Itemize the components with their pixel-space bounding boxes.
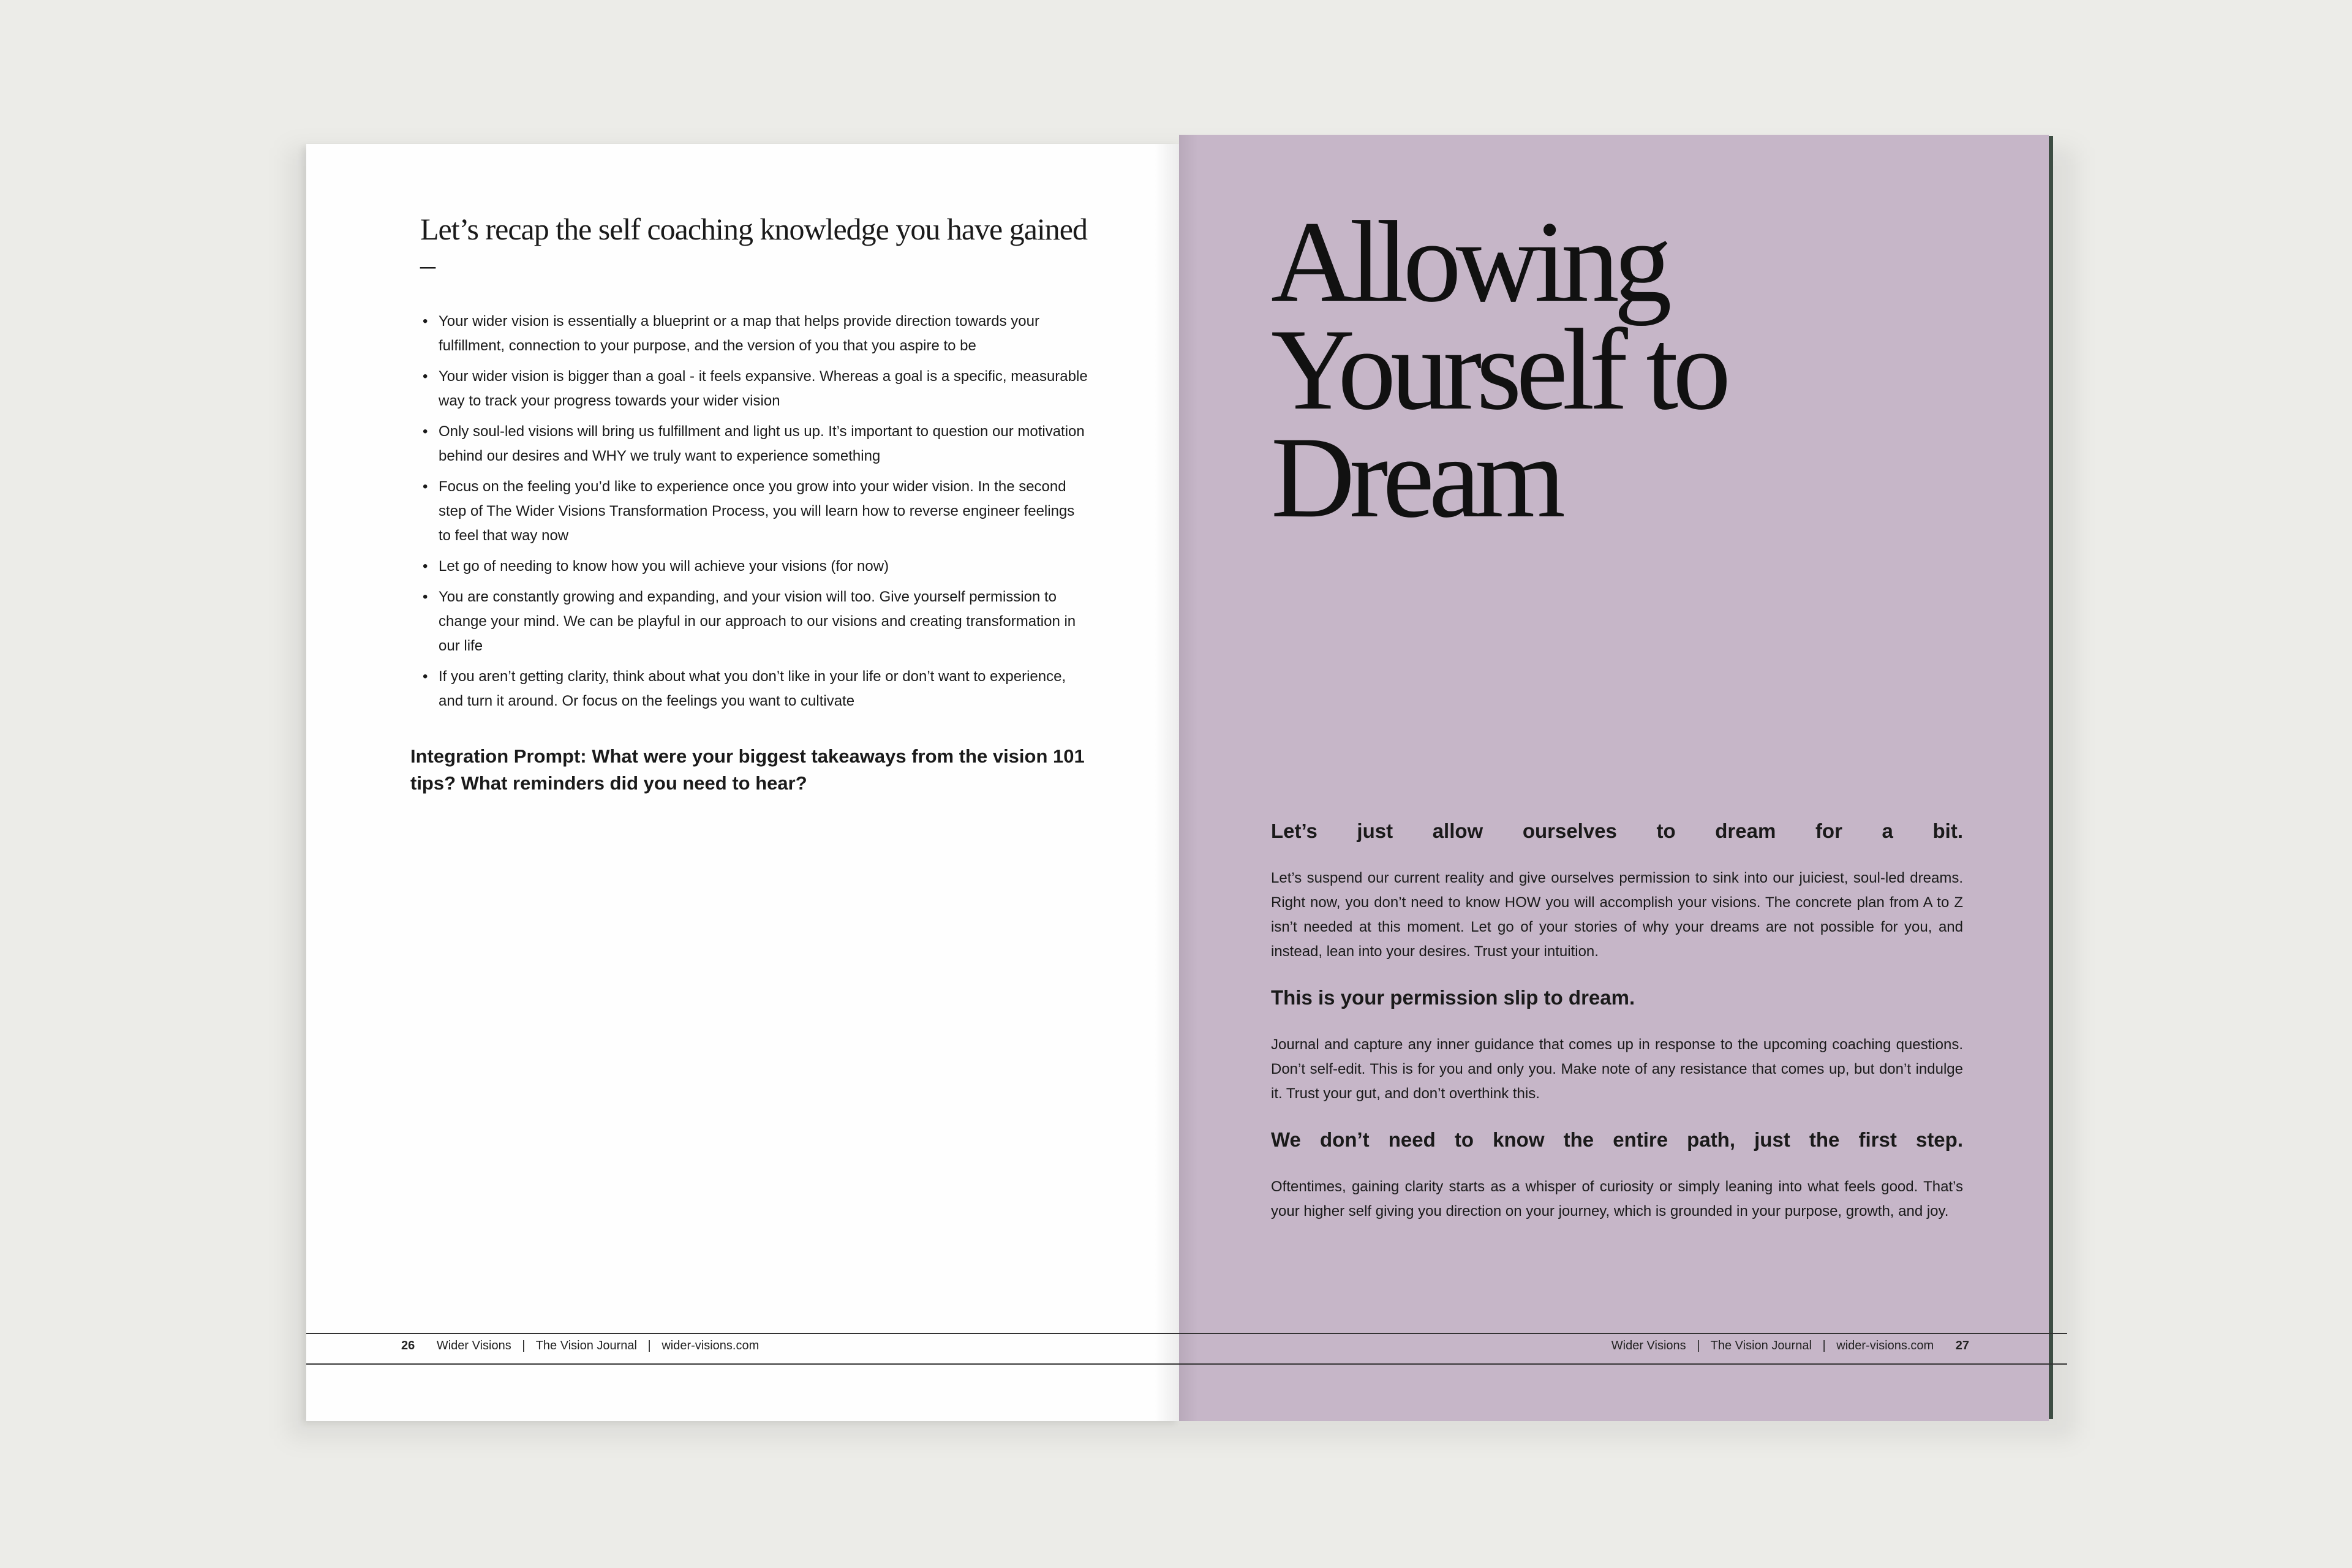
page-number: 27: [1955, 1339, 1969, 1352]
left-page-footer: [401, 1339, 759, 1353]
chapter-title: [1271, 198, 1963, 542]
subheading: This is your permission slip to dream.: [1271, 986, 1635, 1009]
page-edge: [2049, 136, 2053, 1419]
bullet-item: • You are constantly growing and expanding, and your vision will too. Give yourself permission to change your mind. We can be playful in our approach to our visions and creating transformation in our life: [423, 585, 1090, 658]
body-paragraph: Journal and capture any inner guidance that comes up in response to the upcoming coaching questions. Don’t self-edit. This is for you and only you. Make note of any resistance that comes up, but don’t indulge it. Trust your gut, and don’t overthink this.: [1271, 1036, 1963, 1102]
bullet-item: • If you aren’t getting clarity, think about what you don’t like in your life or don’t want to experience, and turn it around. Or focus on the feelings you want to cultivate: [423, 665, 1090, 714]
page-number: 26: [401, 1339, 415, 1352]
bullet-item: • Your wider vision is essentially a blueprint or a map that helps provide direction towards your fulfillment, connection to your purpose, and the version of you that you aspire to be: [423, 309, 1090, 358]
footer-separator: |: [647, 1339, 651, 1352]
footer-separator: |: [1697, 1339, 1700, 1352]
right-page-footer: [1611, 1339, 1969, 1353]
footer-separator: |: [1822, 1339, 1826, 1352]
right-page-content: [1271, 198, 1963, 1224]
bullet-item: • Your wider vision is bigger than a goal - it feels expansive. Whereas a goal is a specific, measurable way to track your progress towards your wider vision: [423, 364, 1090, 413]
footer-site: wider-visions.com: [662, 1339, 760, 1352]
bullet-item: • Let go of needing to know how you will achieve your visions (for now): [423, 554, 1090, 579]
left-page-content: [410, 211, 1090, 797]
footer-brand: Wider Visions: [436, 1339, 511, 1352]
bullet-item: • Only soul-led visions will bring us fulfillment and light us up. It’s important to question our motivation behind our desires and WHY we truly want to experience something: [423, 420, 1090, 469]
footer-journal: The Vision Journal: [535, 1339, 637, 1352]
integration-prompt: Integration Prompt: What were your biggest takeaways from the vision 101 tips? What reminders did you need to hear?: [410, 745, 1085, 794]
footer-rule-bottom: [306, 1363, 2067, 1365]
bullet-item: • Focus on the feeling you’d like to experience once you grow into your wider vision. In the second step of The Wider Visions Transformation Process, you will learn how to reverse engineer feelings to feel that way now: [423, 475, 1090, 548]
chapter-title-line: Yourself to: [1271, 306, 1726, 434]
chapter-title-line: Allowing: [1271, 198, 1667, 326]
recap-bullet-list: [410, 309, 1090, 714]
body-paragraph: Oftentimes, gaining clarity starts as a whisper of curiosity or simply leaning into what feels good. That’s your higher self giving you direction on your journey, which is grounded in your purpose, growth, and joy.: [1271, 1178, 1963, 1219]
footer-site: wider-visions.com: [1836, 1339, 1934, 1352]
footer-brand: Wider Visions: [1611, 1339, 1686, 1352]
lead-statement: Let’s just allow ourselves to dream for a bit.: [1271, 820, 1963, 842]
recap-heading: Let’s recap the self coaching knowledge you have gained –: [420, 212, 1087, 282]
footer-journal: The Vision Journal: [1710, 1339, 1812, 1352]
chapter-title-line: Dream: [1271, 413, 1560, 542]
right-page: [1179, 135, 2049, 1421]
left-page: [306, 144, 1179, 1421]
body-paragraph: Let’s suspend our current reality and give ourselves permission to sink into our juiciest, soul-led dreams. Right now, you don’t need to know HOW you will accomplish your visions. The concrete plan from A to Z isn’t needed at this moment. Let go of your stories of why your dreams are not possible for you, and instead, lean into your desires. Trust your intuition.: [1271, 870, 1963, 960]
footer-separator: |: [522, 1339, 526, 1352]
footer-rule-top: [306, 1333, 2067, 1334]
subheading: We don’t need to know the entire path, just the first step.: [1271, 1128, 1963, 1151]
